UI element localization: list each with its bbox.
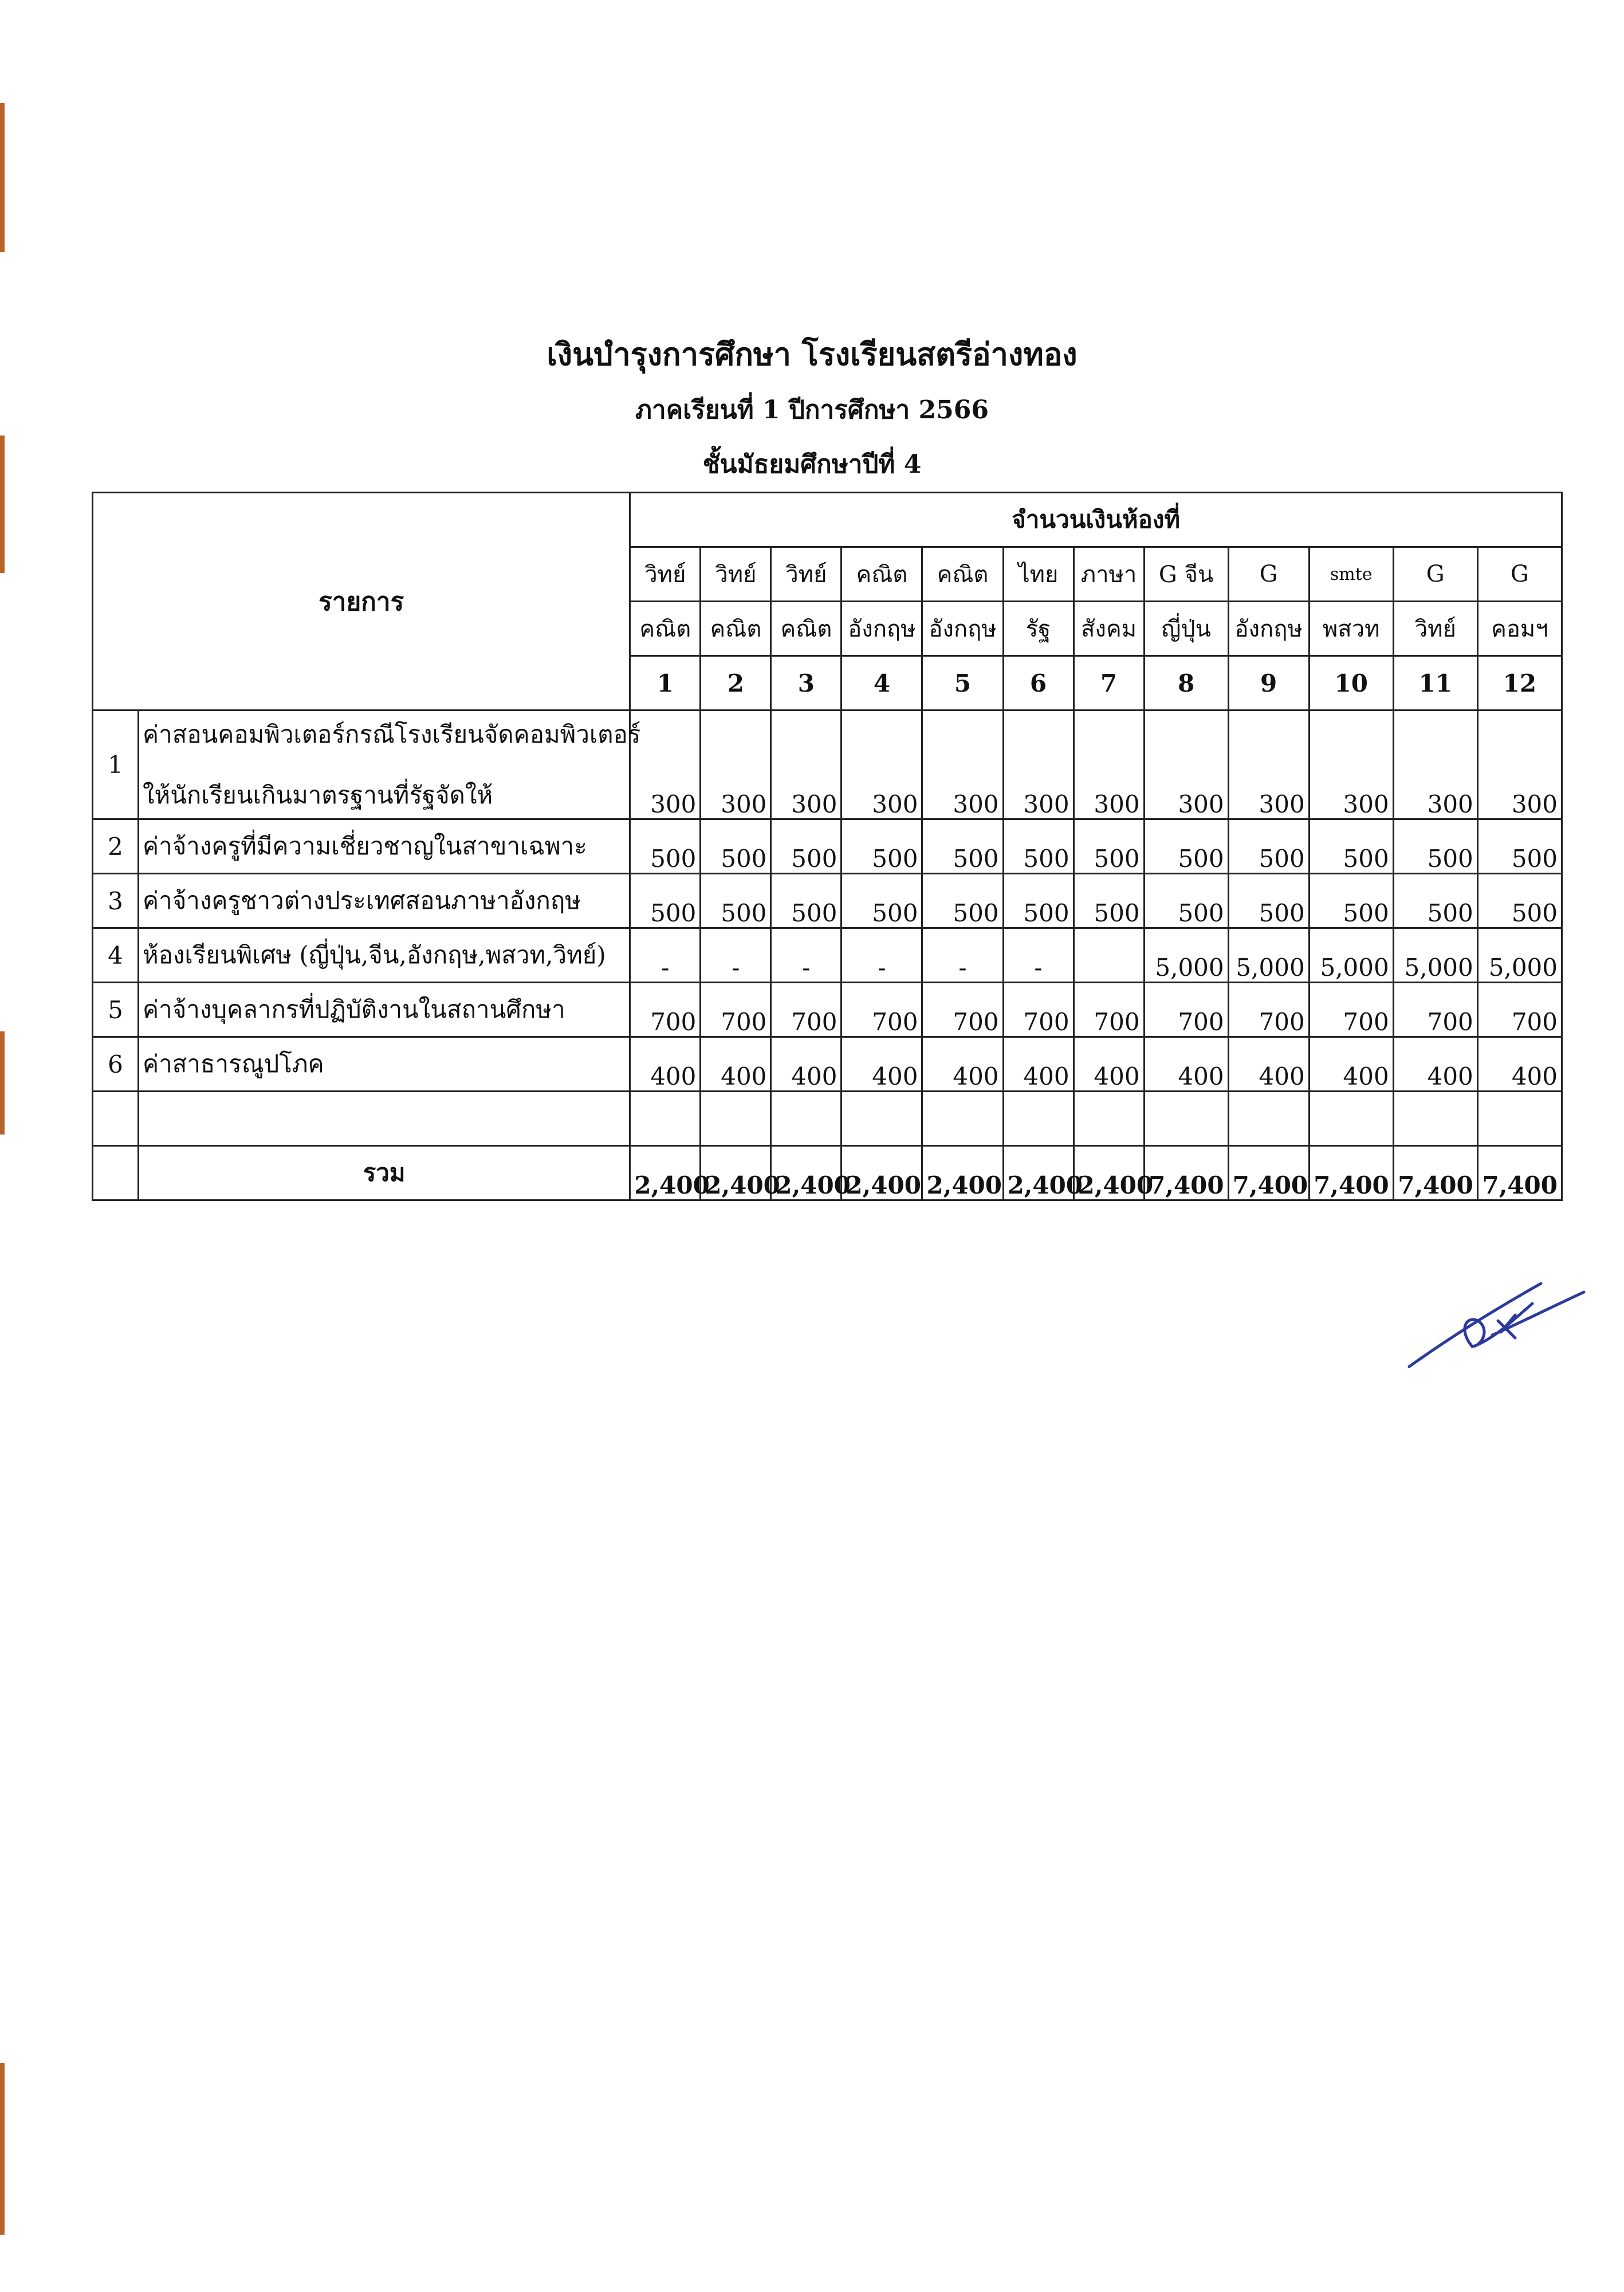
amount-cell: 500 (1228, 819, 1309, 874)
amount-cell: - (771, 928, 842, 983)
room-7-subcategory: สังคม (1074, 602, 1144, 656)
row-description (139, 874, 630, 928)
scan-edge-mark-lower (0, 1031, 5, 1135)
total-amount-cell: 7,400 (1228, 1146, 1309, 1200)
amount-cell: 5,000 (1309, 928, 1393, 983)
row-description (139, 819, 630, 874)
fee-table (92, 492, 1563, 1201)
room-2-number: 2 (701, 656, 771, 711)
blank-cell (630, 1092, 701, 1146)
room-12-category: G (1477, 547, 1562, 602)
blank-cell (1477, 1092, 1562, 1146)
total-amount-cell: 2,400 (630, 1146, 701, 1200)
room-10-number: 10 (1309, 656, 1393, 711)
amount-cell: 700 (701, 983, 771, 1037)
row-description-line: ให้นักเรียนเกินมาตรฐานที่รัฐจัดให้ (143, 780, 493, 809)
header-row-1 (93, 493, 1562, 547)
blank-cell (701, 1092, 771, 1146)
room-11-subcategory: วิทย์ (1393, 602, 1477, 656)
table-row (93, 711, 1562, 819)
amount-cell: 500 (1003, 819, 1074, 874)
amount-cell: 500 (771, 874, 842, 928)
amount-cell: 500 (630, 819, 701, 874)
amount-cell: 500 (922, 874, 1003, 928)
room-12-number: 12 (1477, 656, 1562, 711)
amount-cell: 500 (1003, 874, 1074, 928)
amount-cell: 700 (771, 983, 842, 1037)
amount-cell (1074, 928, 1144, 983)
amount-cell: 400 (771, 1037, 842, 1092)
row-number: 5 (93, 983, 139, 1037)
blank-cell (1074, 1092, 1144, 1146)
row-number: 1 (93, 711, 139, 819)
amount-cell: 500 (1309, 874, 1393, 928)
total-amount-cell: 2,400 (1003, 1146, 1074, 1200)
amount-cell: 400 (1477, 1037, 1562, 1092)
row-description (139, 711, 641, 819)
amount-cell: 500 (701, 874, 771, 928)
amount-cell: - (1003, 928, 1074, 983)
amount-cell: 700 (1477, 983, 1562, 1037)
blank-row (93, 1092, 1562, 1146)
amount-cell: 700 (842, 983, 922, 1037)
room-2-category: วิทย์ (701, 547, 771, 602)
row-description (139, 928, 630, 983)
row-description-line: ค่าสอนคอมพิวเตอร์กรณีโรงเรียนจัดคอมพิวเตอร์ (143, 720, 641, 748)
amount-cell: 400 (701, 1037, 771, 1092)
row-description (139, 983, 630, 1037)
total-label: รวม (139, 1146, 630, 1200)
room-6-subcategory: รัฐ (1003, 602, 1074, 656)
amount-cell: 300 (771, 711, 842, 819)
amount-cell: 500 (1393, 819, 1477, 874)
amount-cell: 500 (1309, 819, 1393, 874)
room-9-category: G (1228, 547, 1309, 602)
total-amount-cell: 2,400 (842, 1146, 922, 1200)
document-title: เงินบำรุงการศึกษา โรงเรียนสตรีอ่างทอง (546, 336, 1078, 372)
amount-cell: 700 (922, 983, 1003, 1037)
row-description-line: ค่าจ้างบุคลากรที่ปฏิบัติงานในสถานศึกษา (143, 995, 565, 1023)
blank-cell (139, 1092, 630, 1146)
room-1-category: วิทย์ (630, 547, 701, 602)
total-blank-cell (93, 1146, 139, 1200)
amount-column-header: จำนวนเงินห้องที่ (630, 493, 1562, 547)
amount-cell: 300 (701, 711, 771, 819)
table-row (93, 1037, 1562, 1092)
amount-cell: 300 (1074, 711, 1144, 819)
amount-cell: 500 (1144, 874, 1228, 928)
amount-cell: - (701, 928, 771, 983)
amount-cell: 500 (1144, 819, 1228, 874)
total-amount-cell: 2,400 (771, 1146, 842, 1200)
amount-cell: 300 (1393, 711, 1477, 819)
amount-cell: 500 (630, 874, 701, 928)
amount-cell: 500 (1074, 819, 1144, 874)
item-column-header: รายการ (93, 493, 630, 711)
amount-cell: 500 (1393, 874, 1477, 928)
amount-cell: 500 (701, 819, 771, 874)
scan-edge-mark-bottom (0, 2063, 5, 2235)
room-3-category: วิทย์ (771, 547, 842, 602)
amount-cell: 300 (630, 711, 701, 819)
room-5-number: 5 (922, 656, 1003, 711)
room-1-number: 1 (630, 656, 701, 711)
blank-cell (93, 1092, 139, 1146)
total-amount-cell: 7,400 (1144, 1146, 1228, 1200)
room-12-subcategory: คอมฯ (1477, 602, 1562, 656)
amount-cell: 300 (922, 711, 1003, 819)
room-4-subcategory: อังกฤษ (842, 602, 922, 656)
amount-cell: 5,000 (1228, 928, 1309, 983)
amount-cell: - (842, 928, 922, 983)
row-number: 2 (93, 819, 139, 874)
blank-cell (842, 1092, 922, 1146)
amount-cell: 300 (1477, 711, 1562, 819)
row-number: 6 (93, 1037, 139, 1092)
amount-cell: 400 (1228, 1037, 1309, 1092)
room-6-category: ไทย (1003, 547, 1074, 602)
blank-cell (922, 1092, 1003, 1146)
amount-cell: 5,000 (1393, 928, 1477, 983)
amount-cell: 400 (922, 1037, 1003, 1092)
amount-cell: 400 (842, 1037, 922, 1092)
amount-cell: 300 (842, 711, 922, 819)
amount-cell: 700 (1003, 983, 1074, 1037)
row-number: 4 (93, 928, 139, 983)
amount-cell: 300 (1228, 711, 1309, 819)
amount-cell: 500 (1228, 874, 1309, 928)
room-3-subcategory: คณิต (771, 602, 842, 656)
room-2-subcategory: คณิต (701, 602, 771, 656)
amount-cell: 400 (1309, 1037, 1393, 1092)
amount-cell: 400 (1074, 1037, 1144, 1092)
blank-cell (1003, 1092, 1074, 1146)
amount-cell: 500 (842, 819, 922, 874)
row-description-line: ค่าจ้างครูชาวต่างประเทศสอนภาษาอังกฤษ (143, 886, 581, 915)
blank-cell (771, 1092, 842, 1146)
amount-cell: 400 (630, 1037, 701, 1092)
room-6-number: 6 (1003, 656, 1074, 711)
row-number: 3 (93, 874, 139, 928)
amount-cell: 700 (1309, 983, 1393, 1037)
table-row (93, 874, 1562, 928)
amount-cell: 700 (1228, 983, 1309, 1037)
amount-cell: 700 (1393, 983, 1477, 1037)
table-row (93, 928, 1562, 983)
room-8-subcategory: ญี่ปุ่น (1144, 602, 1228, 656)
signature (1398, 1261, 1592, 1375)
blank-cell (1309, 1092, 1393, 1146)
amount-cell: - (922, 928, 1003, 983)
amount-cell: 500 (1477, 874, 1562, 928)
scan-edge-mark-top (0, 103, 5, 252)
amount-cell: 300 (1144, 711, 1228, 819)
amount-cell: - (630, 928, 701, 983)
amount-cell: 500 (922, 819, 1003, 874)
amount-cell: 500 (1477, 819, 1562, 874)
total-amount-cell: 7,400 (1477, 1146, 1562, 1200)
blank-cell (1228, 1092, 1309, 1146)
room-10-subcategory: พสวท (1309, 602, 1393, 656)
room-7-category: ภาษา (1074, 547, 1144, 602)
total-amount-cell: 7,400 (1309, 1146, 1393, 1200)
amount-cell: 300 (1309, 711, 1393, 819)
room-9-subcategory: อังกฤษ (1228, 602, 1309, 656)
amount-cell: 400 (1144, 1037, 1228, 1092)
total-amount-cell: 2,400 (1074, 1146, 1144, 1200)
total-amount-cell: 2,400 (701, 1146, 771, 1200)
semester-label: ภาคเรียนที่ 1 ปีการศึกษา 2566 (635, 395, 989, 425)
amount-cell: 5,000 (1477, 928, 1562, 983)
amount-cell: 500 (1074, 874, 1144, 928)
total-amount-cell: 2,400 (922, 1146, 1003, 1200)
table-row (93, 819, 1562, 874)
amount-cell: 700 (1144, 983, 1228, 1037)
amount-cell: 5,000 (1144, 928, 1228, 983)
room-11-number: 11 (1393, 656, 1477, 711)
total-row (93, 1146, 1562, 1200)
room-3-number: 3 (771, 656, 842, 711)
room-8-category: G จีน (1144, 547, 1228, 602)
room-4-number: 4 (842, 656, 922, 711)
room-5-subcategory: อังกฤษ (922, 602, 1003, 656)
blank-cell (1393, 1092, 1477, 1146)
total-amount-cell: 7,400 (1393, 1146, 1477, 1200)
room-8-number: 8 (1144, 656, 1228, 711)
table-row (93, 983, 1562, 1037)
amount-cell: 400 (1393, 1037, 1477, 1092)
room-10-category: smte (1309, 547, 1393, 602)
room-4-category: คณิต (842, 547, 922, 602)
row-description-line: ห้องเรียนพิเศษ (ญี่ปุ่น,จีน,อังกฤษ,พสวท,วิทย์) (143, 941, 606, 969)
room-1-subcategory: คณิต (630, 602, 701, 656)
room-11-category: G (1393, 547, 1477, 602)
amount-cell: 700 (630, 983, 701, 1037)
grade-label: ชั้นมัธยมศึกษาปีที่ 4 (702, 450, 922, 479)
amount-cell: 500 (771, 819, 842, 874)
amount-cell: 500 (842, 874, 922, 928)
row-description-line: ค่าจ้างครูที่มีความเชี่ยวชาญในสาขาเฉพาะ (143, 832, 587, 860)
room-5-category: คณิต (922, 547, 1003, 602)
room-7-number: 7 (1074, 656, 1144, 711)
amount-cell: 700 (1074, 983, 1144, 1037)
row-description-line: ค่าสาธารณูปโภค (143, 1050, 324, 1078)
amount-cell: 400 (1003, 1037, 1074, 1092)
room-9-number: 9 (1228, 656, 1309, 711)
blank-cell (1144, 1092, 1228, 1146)
row-description (139, 1037, 630, 1092)
amount-cell: 300 (1003, 711, 1074, 819)
